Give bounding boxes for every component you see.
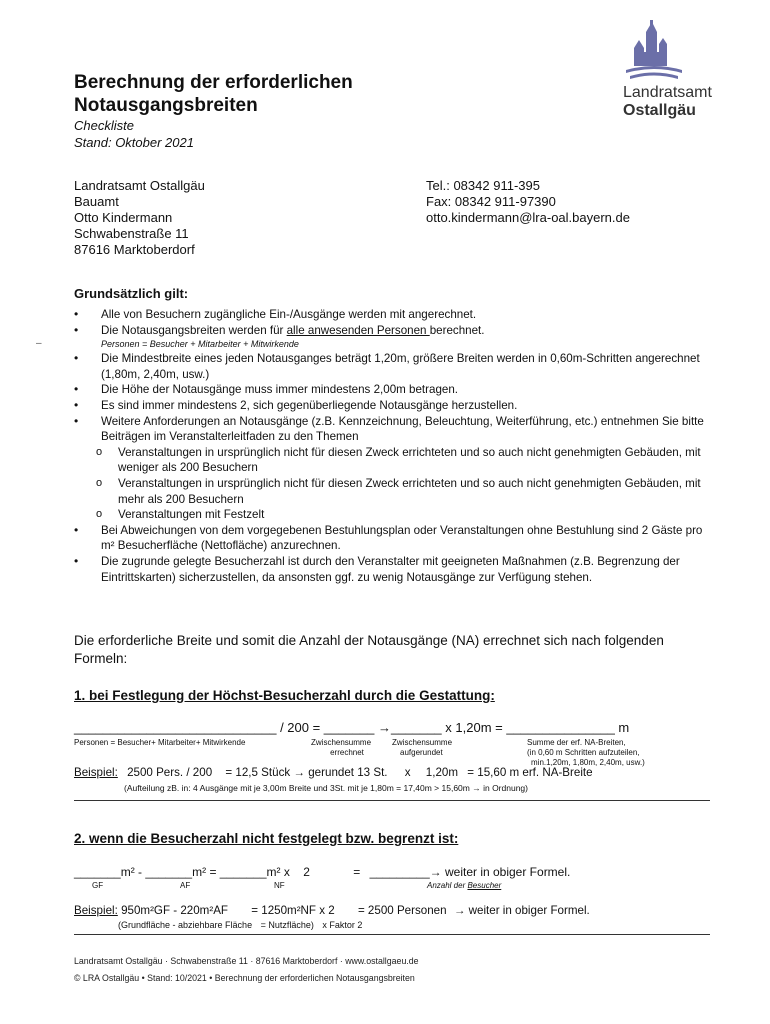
label-line: aufgerundet [400, 748, 443, 757]
arrow-right-icon: → [453, 904, 466, 917]
example2-label: Beispiel: [74, 904, 118, 917]
list-item-text: Alle von Besuchern zugängliche Ein-/Ausgänge werden mit angerechnet. [101, 308, 477, 321]
label-text: Anzahl der [427, 881, 468, 890]
contact-block [426, 178, 630, 226]
list-item [74, 307, 714, 323]
logo-line1: Landratsamt [623, 84, 712, 101]
formula2-text: = [353, 865, 364, 879]
example2 [74, 904, 590, 917]
label-summe [527, 738, 645, 768]
divider [74, 934, 710, 935]
label-nf: NF [274, 881, 285, 890]
sublist-item [74, 476, 714, 507]
address-line: Bauamt [74, 194, 119, 209]
address-line: Landratsamt Ostallgäu [74, 178, 205, 193]
example2-note-text: (Grundfläche - abziehbare Fläche [118, 920, 253, 930]
contact-email[interactable]: otto.kindermann@lra-oal.bayern.de [426, 210, 630, 225]
formula1-unit: m [614, 720, 630, 735]
list-item [74, 554, 714, 585]
formula2-text: weiter in obiger Formel. [441, 865, 571, 879]
example1-part: = 15,60 m erf. NA-Breite [467, 766, 593, 779]
footer-line2: © LRA Ostallgäu • Stand: 10/2021 • Berechnung der erforderlichen Notausgangsbreiten [74, 973, 415, 983]
label-personen: Personen = Besucher+ Mitarbeiter+ Mitwirkende [74, 738, 246, 747]
label-line: min.1,20m, 1,80m, 2,40m, usw.) [531, 758, 645, 767]
subtitle-checkliste: Checkliste [74, 118, 134, 133]
personen-note: Personen = Besucher + Mitarbeiter + Mitwirkende [101, 339, 299, 350]
example1-part: gerundet 13 St. [308, 766, 388, 779]
sublist-item [74, 445, 714, 476]
label-af: AF [180, 881, 191, 890]
unit: m² [192, 865, 207, 879]
unit: m² [120, 865, 135, 879]
example2-note-text: x Faktor 2 [322, 920, 363, 930]
intro-text: Die erforderliche Breite und somit die Anzahl der Notausgänge (NA) errechnet sich nach folgenden Formeln: [74, 633, 664, 666]
label-zwischensumme-aufgerundet [392, 738, 452, 758]
contact-fax: Fax: 08342 911-97390 [426, 194, 556, 209]
formula1-text: x 1,20m = [441, 720, 507, 735]
formula2-blank: _______ [74, 865, 121, 879]
sublist-item-text: Veranstaltungen in ursprünglich nicht für diesen Zweck errichteten und so auch nicht genehmigten Gebäuden, mit mehr als 200 Besuchern [118, 476, 701, 506]
list-item-underlined: alle anwesenden Personen [286, 323, 430, 337]
label-zwischensumme-errechnet [311, 738, 371, 758]
example2-part: weiter in obiger Formel. [465, 904, 590, 917]
formula2-blank: _______ [219, 865, 267, 879]
themen-list [101, 445, 714, 523]
label-line: Summe der erf. NA-Breiten, [527, 738, 626, 747]
formula1-blank: ____________________________ [74, 720, 277, 735]
address-block [74, 178, 205, 258]
example1-note [124, 783, 528, 793]
formula2-text: - [134, 865, 146, 879]
arrow-right-icon: → [293, 766, 305, 779]
example2-note [118, 920, 362, 930]
formula2-text: 2 [303, 865, 310, 879]
list-item [74, 398, 714, 414]
formula2 [74, 865, 570, 879]
example2-part: = 1250m²NF x 2 [251, 904, 335, 917]
example2-note-text: = Nutzfläche) [260, 920, 314, 930]
castle-tower-icon [624, 18, 684, 80]
list-item [74, 523, 714, 554]
list-item-text: Weitere Anforderungen an Notausgänge (z.B. Kennzeichnung, Beleuchtung, Weiterführung, etc.) entnehmen Sie bitte Beiträgen im Veranstalterleitfaden zu den Themen [101, 414, 704, 444]
example2-part: = 2500 Personen [357, 904, 447, 917]
formula1 [74, 720, 629, 735]
list-item [74, 351, 714, 382]
list-item [74, 382, 714, 398]
formula1-blank: _______________ [506, 720, 615, 735]
example1-label: Beispiel: [74, 766, 118, 779]
title-line1: Berechnung der erforderlichen [74, 72, 353, 93]
example1-part: 1,20m [425, 766, 459, 779]
formula2-text: x [280, 865, 294, 879]
example1-note-text: (Aufteilung zB. in: 4 Ausgänge mit je 3,00m Breite und 3St. mit je 1,80m = 17,40m > 15,60m [124, 783, 473, 793]
label-line: (in 0,60 m Schritten aufzuteilen, [527, 748, 640, 757]
formula1-blank: _______ [323, 720, 375, 735]
example1-part: 2500 Pers. / 200 [127, 766, 213, 779]
sublist-item-text: Veranstaltungen mit Festzelt [118, 508, 265, 522]
list-item-text: Es sind immer mindestens 2, sich gegenüberliegende Notausgänge herzustellen. [101, 398, 518, 412]
sublist-item-text: Veranstaltungen in ursprünglich nicht für diesen Zweck errichteten und so auch nicht genehmigten Gebäuden, mit weniger als 200 Besuchern [118, 445, 701, 475]
sublist-item [74, 507, 714, 523]
formula2-text: = [206, 865, 220, 879]
label-line: Zwischensumme [392, 738, 453, 747]
subtitle-stand: Stand: Oktober 2021 [74, 135, 194, 150]
example1-part: = 12,5 Stück [225, 766, 291, 779]
label-line: Zwischensumme [311, 738, 372, 747]
label-gf: GF [92, 881, 104, 890]
example1-note-text: in Ordnung) [480, 783, 528, 793]
label-text: Besucher [467, 881, 502, 890]
list-item [74, 323, 714, 352]
section1-heading: 1. bei Festlegung der Höchst-Besucherzahl durch die Gestattung: [74, 688, 495, 703]
address-line: 87616 Marktoberdorf [74, 242, 195, 257]
example2-part: 950m²GF - 220m²AF [121, 904, 229, 917]
example1 [74, 766, 593, 779]
footer-line1: Landratsamt Ostallgäu · Schwabenstraße 11 · 87616 Marktoberdorf · www.ostallgaeu.de [74, 956, 419, 966]
grund-list [74, 307, 714, 585]
list-item-text: berechnet. [429, 323, 485, 337]
list-item-text: Die Mindestbreite eines jeden Notausganges beträgt 1,20m, größere Breiten werden in 0,60m-Schritten angerechnet (1,80m, 2,40m, usw.) [101, 352, 700, 381]
label-anzahl [427, 881, 501, 891]
grund-heading: Grundsätzlich gilt: [74, 286, 189, 301]
formula1-blank: _______ [391, 720, 442, 735]
arrow-right-icon: → [472, 783, 481, 793]
arrow-right-icon: → [429, 865, 442, 879]
formula2-blank: _______ [145, 865, 193, 879]
example1-part: x [404, 766, 411, 779]
page-title [74, 71, 353, 117]
address-line: Schwabenstraße 11 [74, 226, 189, 241]
margin-mark: – [36, 338, 42, 349]
logo [618, 18, 728, 128]
formula1-text: / 200 = [276, 720, 324, 735]
arrow-right-icon: → [378, 720, 392, 735]
label-line: errechnet [330, 748, 364, 757]
title-line2: Notausgangsbreiten [74, 95, 258, 116]
section2-heading: 2. wenn die Besucherzahl nicht festgelegt bzw. begrenzt ist: [74, 831, 459, 846]
contact-tel: Tel.: 08342 911-395 [426, 178, 540, 193]
divider [74, 800, 710, 801]
formula2-blank: _________ [369, 865, 430, 879]
unit: m² [266, 865, 281, 879]
list-item-text: Die Höhe der Notausgänge muss immer mindestens 2,00m betragen. [101, 383, 459, 397]
list-item-text: Die zugrunde gelegte Besucherzahl ist durch den Veranstalter mit geeigneten Maßnahmen (z.B. Begrenzung der Eintrittskarten) sicherzustellen, da ansonsten ggf. zu wenig Notausgänge zur Verfügung stehen. [101, 554, 680, 584]
logo-line2: Ostallgäu [623, 102, 696, 119]
address-line: Otto Kindermann [74, 210, 173, 225]
list-item-text: Die Notausgangsbreiten werden für [101, 323, 287, 337]
subtitle [74, 117, 194, 151]
list-item-text: Bei Abweichungen von dem vorgegebenen Bestuhlungsplan oder Veranstaltungen ohne Bestuhlung sind 2 Gäste pro m² Besucherfläche (Nettofläche) anzurechnen. [101, 523, 703, 553]
list-item [74, 414, 714, 523]
